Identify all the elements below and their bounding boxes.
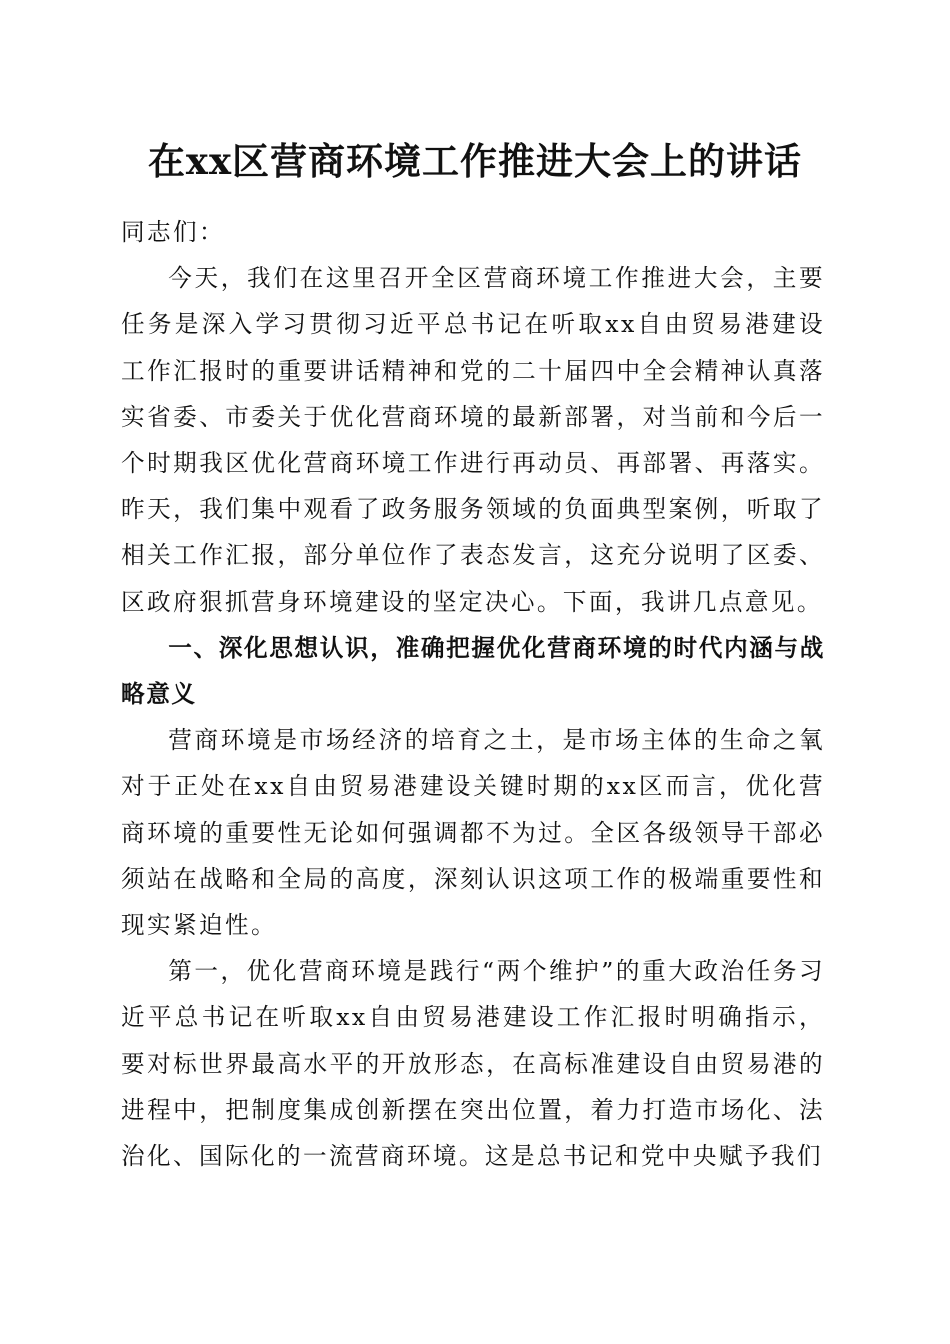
paragraph-point-1: 第一，优化营商环境是践行“两个维护”的重大政治任务习近平总书记在听取xx自由贸易港建设工作汇报时明确指示，要对标世界最高水平的开放形态，在高标准建设自由贸易港的进程中，把制度集成创新摆在突出位置，着力打造市场化、法治化、国际化的一流营商环境。这是总书记和党中央赋予我们 [121, 957, 825, 1171]
document-body [121, 209, 825, 1179]
salutation: 同志们： [121, 218, 225, 246]
section-heading-1: 一、深化思想认识，准确把握优化营商环境的时代内涵与战略意义 [121, 633, 825, 709]
document-title: 在xx区营商环境工作推进大会上的讲话 [147, 139, 803, 183]
paragraph-section-1: 营商环境是市场经济的培育之土，是市场主体的生命之氧对于正处在xx自由贸易港建设关键时期的xx区而言，优化营商环境的重要性无论如何强调都不为过。全区各级领导干部必须站在战略和全局的高度，深刻认识这项工作的极端重要性和现实紧迫性。 [121, 726, 825, 940]
paragraph-intro: 今天，我们在这里召开全区营商环境工作推进大会，主要任务是深入学习贯彻习近平总书记在听取xx自由贸易港建设工作汇报时的重要讲话精神和党的二十届四中全会精神认真落实省委、市委关于优化营商环境的最新部署，对当前和今后一个时期我区优化营商环境工作进行再动员、再部署、再落实。昨天，我们集中观看了政务服务领域的负面典型案例，听取了相关工作汇报，部分单位作了表态发言，这充分说明了区委、区政府狠抓营身环境建设的坚定决心。下面，我讲几点意见。 [121, 264, 825, 616]
